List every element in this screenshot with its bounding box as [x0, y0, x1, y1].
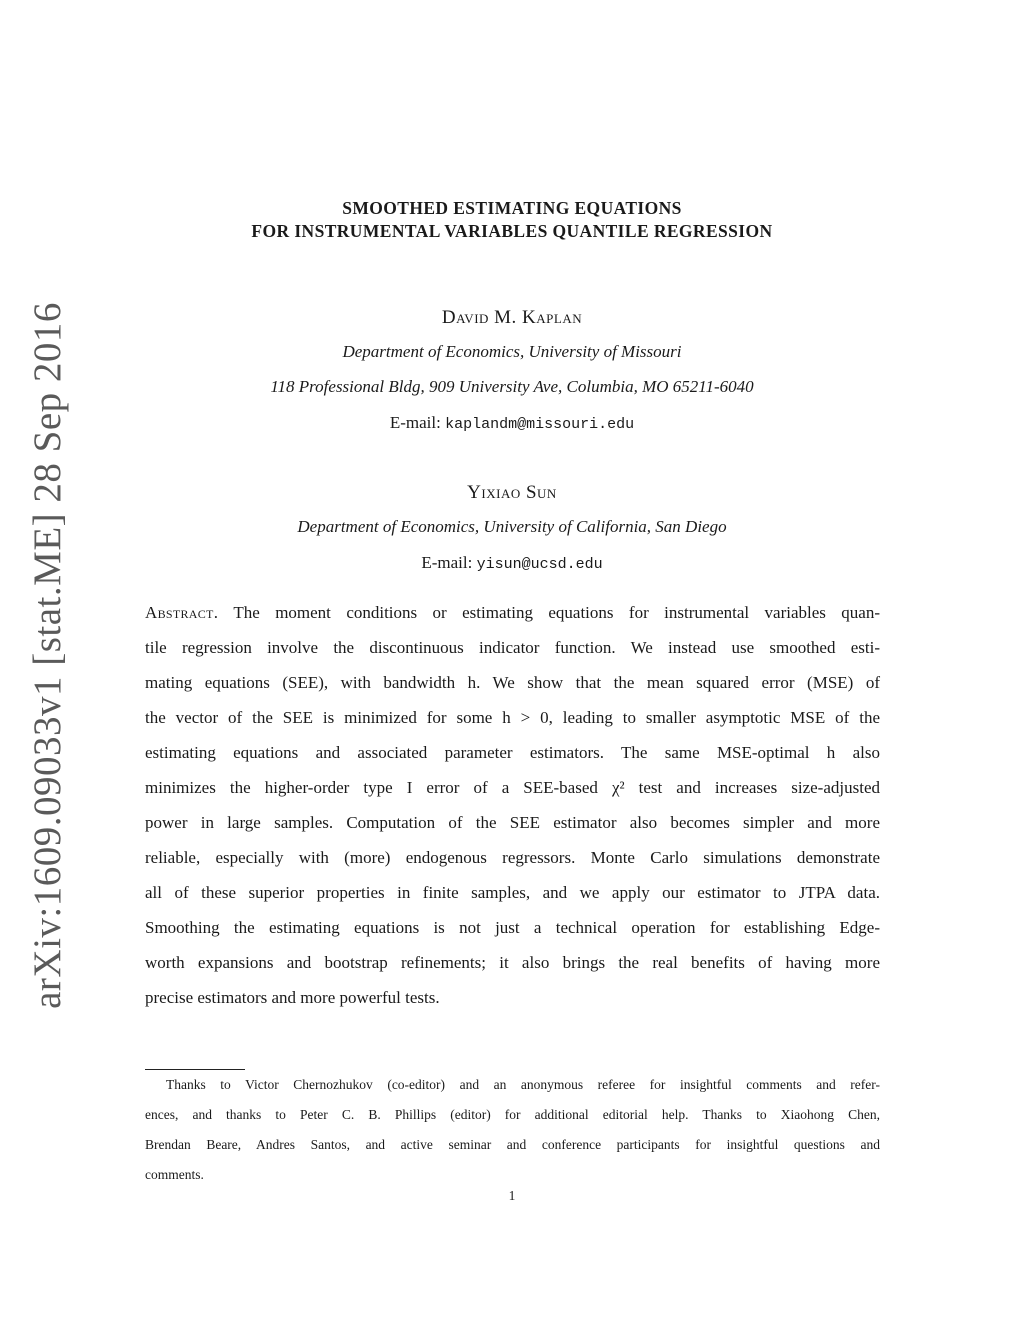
arxiv-identifier-stamp [12, 301, 82, 1009]
abstract-line: Smoothing the estimating equations is not just a technical operation for establishing Edge- [145, 918, 880, 937]
author-2-name: Yixiao Sun [467, 482, 557, 503]
author-1-affiliation: Department of Economics, University of Missouri [342, 342, 682, 361]
abstract-line: all of these superior properties in finite samples, and we apply our estimator to JTPA data. [145, 883, 880, 902]
footnote-line: Brendan Beare, Andres Santos, and active seminar and conference participants for insightful questions and [145, 1137, 880, 1152]
footnote-line: comments. [145, 1167, 204, 1182]
abstract-label: Abstract. [145, 603, 219, 622]
author-2-email[interactable]: yisun@ucsd.edu [476, 556, 603, 573]
abstract-line: reliable, especially with (more) endogenous regressors. Monte Carlo simulations demonstrate [145, 848, 880, 867]
author-1-email-label: E-mail: [389, 413, 446, 432]
abstract [145, 595, 880, 1015]
author-2-email-label: E-mail: [421, 553, 477, 572]
paper-title [0, 197, 1024, 243]
author-1-email[interactable]: kaplandm@missouri.edu [445, 416, 635, 433]
abstract-line: mating equations (SEE), with bandwidth h. We show that the mean squared error (MSE) of [145, 673, 880, 692]
author-2-affiliation: Department of Economics, University of California, San Diego [297, 517, 727, 536]
abstract-line: minimizes the higher-order type I error of a SEE-based χ² test and increases size-adjusted [145, 778, 880, 797]
abstract-line: Abstract. The moment conditions or estimating equations for instrumental variables quan- [145, 603, 880, 622]
abstract-line: precise estimators and more powerful tests. [145, 988, 440, 1007]
footnote-line: Thanks to Victor Chernozhukov (co-editor) and an anonymous referee for insightful comments and refer- [166, 1077, 880, 1092]
abstract-line: worth expansions and bootstrap refinements; it also brings the real benefits of having more [145, 953, 880, 972]
title-line-2: FOR INSTRUMENTAL VARIABLES QUANTILE REGRESSION [251, 221, 773, 241]
author-1-email-line [0, 413, 1024, 433]
author-2-email-line [0, 553, 1024, 573]
abstract-line: estimating equations and associated parameter estimators. The same MSE-optimal h also [145, 743, 880, 762]
arxiv-id[interactable]: arXiv:1609.09033v1 [stat.ME] 28 Sep 2016 [25, 301, 69, 1009]
abstract-line: the vector of the SEE is minimized for some h > 0, leading to smaller asymptotic MSE of the [145, 708, 880, 727]
page-number: 1 [508, 1188, 516, 1203]
footnote-line: ences, and thanks to Peter C. B. Phillips (editor) for additional editorial help. Thanks to Xiaohong Chen, [145, 1107, 880, 1122]
author-1-address: 118 Professional Bldg, 909 University Ave, Columbia, MO 65211-6040 [270, 377, 754, 396]
abstract-line: power in large samples. Computation of the SEE estimator also becomes simpler and more [145, 813, 880, 832]
title-line-1: SMOOTHED ESTIMATING EQUATIONS [342, 198, 682, 218]
footnote [145, 1070, 880, 1190]
abstract-line: tile regression involve the discontinuous indicator function. We instead use smoothed esti- [145, 638, 880, 657]
author-1-name: David M. Kaplan [441, 307, 583, 328]
